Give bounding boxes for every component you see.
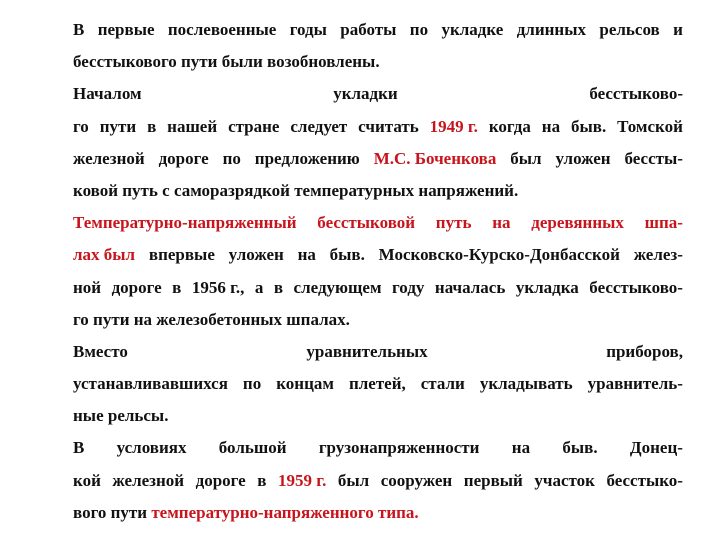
highlighted-text: температурно-напряженного типа.	[151, 502, 419, 522]
text-segment: го	[73, 116, 89, 136]
text-line	[73, 14, 683, 46]
text-line	[73, 432, 683, 464]
text-segment: ные рельсы.	[73, 406, 169, 426]
highlighted-text: на	[492, 213, 511, 233]
text-segment: послевоенные	[167, 20, 277, 39]
highlighted-text: путь	[435, 213, 472, 233]
text-segment: стране	[228, 116, 280, 136]
text-segment: первые	[97, 20, 155, 39]
text-line	[73, 497, 683, 529]
text-segment: 1956 г.,	[191, 277, 245, 297]
text-segment: на	[541, 116, 561, 136]
text-segment: считать	[358, 116, 419, 136]
text-segment: бесстыко-	[606, 470, 683, 490]
body-text	[73, 14, 683, 529]
highlighted-text: Температурно-напряженный	[73, 213, 297, 233]
text-segment: сооружен	[380, 470, 453, 490]
text-segment: быв.	[571, 116, 607, 136]
text-line	[73, 272, 683, 304]
text-segment: большой	[218, 438, 287, 458]
text-segment: началась	[434, 277, 506, 297]
text-line	[73, 368, 683, 400]
text-line	[73, 207, 683, 239]
text-segment: приборов,	[606, 341, 683, 361]
text-segment: когда	[488, 116, 531, 136]
text-segment: В	[73, 20, 85, 39]
text-segment: концам	[276, 374, 334, 394]
text-segment: уравнительных	[306, 341, 428, 361]
text-segment: бесстыково-	[589, 84, 683, 104]
text-line	[73, 175, 683, 207]
text-segment: году	[392, 277, 425, 297]
text-segment: в	[257, 470, 267, 490]
text-segment: бесстыково-	[589, 277, 683, 297]
text-segment: желез-	[633, 245, 683, 265]
text-line	[73, 78, 683, 110]
highlighted-text: лах был	[73, 245, 136, 265]
text-segment: в	[147, 116, 157, 136]
text-segment: Московско-Курско-Донбасской	[378, 245, 620, 265]
text-segment: укладка	[515, 277, 579, 297]
text-line	[73, 400, 683, 432]
text-line	[73, 239, 683, 271]
text-segment: условиях	[116, 438, 187, 458]
text-segment: участок	[534, 470, 595, 490]
text-segment: плетей,	[348, 374, 406, 394]
highlighted-text: М.С. Боченкова	[373, 148, 497, 168]
text-segment: впервые	[148, 245, 215, 265]
text-segment: по	[222, 148, 241, 168]
text-segment: кой	[73, 470, 101, 490]
text-segment: по	[242, 374, 262, 394]
text-segment: на	[297, 245, 316, 265]
text-segment: укладке	[441, 20, 504, 39]
text-segment: дороге	[195, 470, 246, 490]
text-segment: ковой путь с саморазрядкой температурных напряжений.	[73, 180, 519, 200]
text-segment: Томской	[617, 116, 683, 136]
text-segment: Вместо	[73, 341, 128, 361]
text-segment: укладки	[333, 84, 398, 104]
text-segment: быв.	[562, 438, 598, 458]
text-line	[73, 304, 683, 336]
text-segment: а	[254, 277, 264, 297]
highlighted-text: 1949 г.	[429, 116, 478, 136]
text-segment: укладывать	[479, 374, 573, 394]
text-segment: уложен	[228, 245, 284, 265]
text-line	[73, 336, 683, 368]
text-segment: следует	[290, 116, 348, 136]
text-segment: годы	[289, 20, 327, 39]
text-segment: Донец-	[629, 438, 683, 458]
text-segment: бесстыкового пути были возобновлены.	[73, 52, 380, 72]
text-segment: уравнитель-	[587, 374, 683, 394]
highlighted-text: деревянных	[531, 213, 624, 233]
text-segment: был	[337, 470, 370, 490]
text-segment: устанавливавшихся	[73, 374, 228, 394]
text-segment: пути	[99, 116, 137, 136]
text-segment: бессты-	[624, 148, 683, 168]
text-segment: первый	[463, 470, 523, 490]
text-segment: грузонапряженности	[318, 438, 480, 458]
text-line	[73, 46, 683, 78]
text-segment: по	[409, 20, 429, 39]
text-line	[73, 143, 683, 175]
text-segment: и	[673, 20, 683, 39]
text-segment: работы	[340, 20, 397, 39]
text-segment: рельсов	[599, 20, 660, 39]
text-segment: В	[73, 438, 85, 458]
text-segment: предложению	[254, 148, 360, 168]
highlighted-text: шпа-	[644, 213, 683, 233]
text-segment: длинных	[516, 20, 586, 39]
text-segment: железной	[112, 470, 185, 490]
text-segment: был	[510, 148, 542, 168]
text-segment: быв.	[329, 245, 365, 265]
text-segment: вого пути	[73, 502, 152, 522]
text-segment: ной	[73, 277, 102, 297]
text-line	[73, 111, 683, 143]
highlighted-text: бесстыковой	[317, 213, 416, 233]
text-segment: нашей	[167, 116, 218, 136]
text-segment: на	[511, 438, 531, 458]
text-segment: дороге	[111, 277, 162, 297]
text-segment: дороге	[158, 148, 209, 168]
text-segment: следующем	[293, 277, 382, 297]
text-segment: в	[273, 277, 284, 297]
text-line	[73, 465, 683, 497]
text-segment: стали	[420, 374, 465, 394]
text-segment: го пути на железобетонных шпалах.	[73, 309, 350, 329]
highlighted-text: 1959 г.	[278, 470, 327, 490]
text-segment: в	[172, 277, 182, 297]
text-segment: Началом	[73, 84, 142, 104]
text-segment: железной	[73, 148, 145, 168]
text-segment: уложен	[555, 148, 611, 168]
